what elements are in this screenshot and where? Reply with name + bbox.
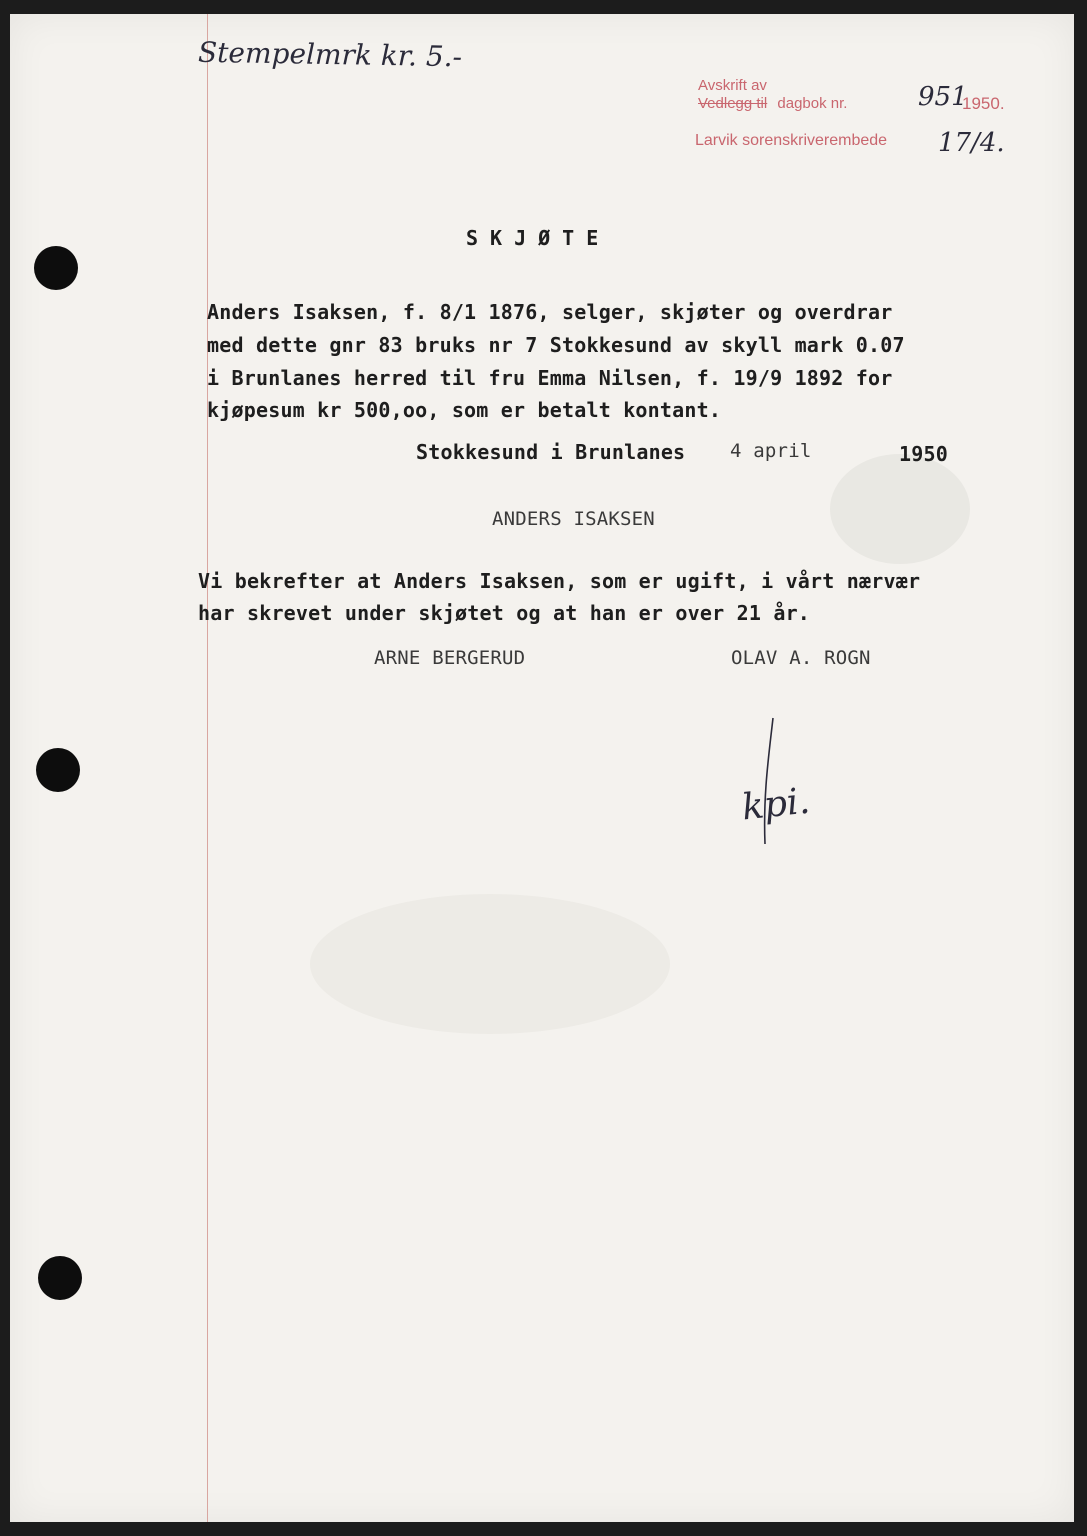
document-title: SKJØTE xyxy=(466,226,611,250)
paper-smudge xyxy=(310,894,670,1034)
stamp-line-1: Avskrift av xyxy=(698,77,767,94)
copy-mark-stroke xyxy=(755,714,785,854)
stamp-line-2 xyxy=(698,95,847,112)
year-value: 1950 xyxy=(899,442,948,466)
witness-1-name: ARNE BERGERUD xyxy=(374,647,526,669)
copy-mark: kpi. xyxy=(740,780,812,829)
punch-hole-top xyxy=(34,246,78,290)
stamp-duty-note: Stempelmrk kr. 5.- xyxy=(197,35,463,74)
paper-smudge xyxy=(830,454,970,564)
body-line-3: i Brunlanes herred til fru Emma Nilsen, f. 19/9 1892 for xyxy=(207,366,893,390)
body-line-2: med dette gnr 83 bruks nr 7 Stokkesund av skyll mark 0.07 xyxy=(207,333,905,357)
margin-line xyxy=(207,14,208,1522)
body-line-4: kjøpesum kr 500,oo, som er betalt kontant. xyxy=(207,398,722,422)
place-line: Stokkesund i Brunlanes xyxy=(416,440,686,464)
witness-line-1: Vi bekrefter at Anders Isaksen, som er ugift, i vårt nærvær xyxy=(198,569,921,593)
document-page xyxy=(10,14,1074,1522)
body-line-1: Anders Isaksen, f. 8/1 1876, selger, skjøter og overdrar xyxy=(207,300,893,324)
stamp-date: 17/4. xyxy=(938,128,1005,158)
witness-line-2: har skrevet under skjøtet og at han er over 21 år. xyxy=(198,601,811,625)
stamp-entry-number: 951 xyxy=(918,82,968,112)
seller-signature: ANDERS ISAKSEN xyxy=(492,508,655,530)
stamp-line-3: Larvik sorenskriverembede xyxy=(695,132,888,149)
date-value: 4 april xyxy=(730,440,812,462)
stamp-year: 1950. xyxy=(962,94,1005,113)
stamp-struck-text: Vedlegg til xyxy=(698,95,768,112)
punch-hole-middle xyxy=(36,748,80,792)
stamp-dagbok-label: dagbok nr. xyxy=(777,95,848,112)
witness-2-name: OLAV A. ROGN xyxy=(731,647,871,669)
punch-hole-bottom xyxy=(38,1256,82,1300)
